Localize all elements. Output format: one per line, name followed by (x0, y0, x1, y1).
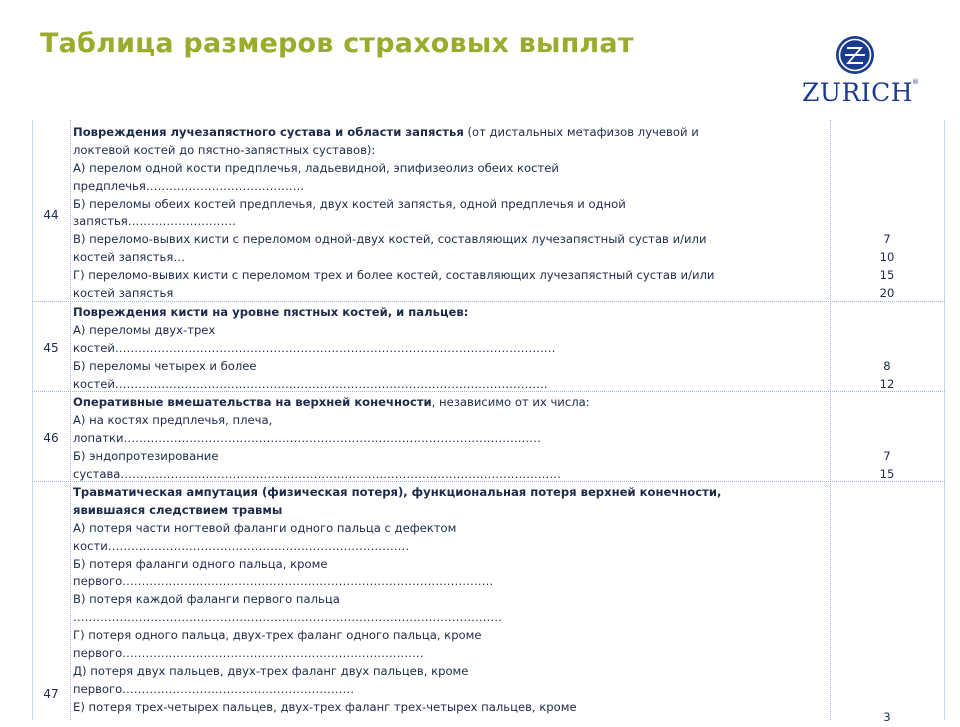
table-divider-number (70, 120, 71, 720)
row-description: Повреждения кисти на уровне пястных костей, и пальцев: А) переломы двух-трех костей…………………………………………………………………………………………………… Б) переломы четырех и более костей…………………………………………………………………………………………………. (73, 305, 556, 391)
zurich-z-icon (836, 36, 874, 74)
row-values: 7 10 15 20 (879, 232, 895, 301)
row-description: Оперативные вмешательства на верхней конечности, независимо от их числа: А) на костях предплечья, плеча, лопатки……………………………………………………………………………………………… Б) эндопротезирование сустава…………………………………………………………………………………………………… (73, 395, 590, 481)
page-title: Таблица размеров страховых выплат (40, 28, 634, 59)
row-number: 44 (43, 208, 59, 222)
row-values: 3 (883, 709, 891, 724)
row-values: 8 12 (879, 358, 895, 391)
row-values: 7 15 (879, 448, 895, 481)
row-description: Травматическая ампутация (физическая потеря), функциональная потеря верхней конечности, явившаяся следствием травмы А) потеря части ногтевой фаланги одного пальца с дефектом кости…………………………………………………………………… Б) потеря фаланги одного пальца, кроме первого…………………………………………………………………………………… В) потеря каждой фаланги первого пальца ………………………………………………………………………………………………… Г) потеря одного пальца, двух-трех фаланг одного пальца, кроме первого…………………………………………………………………… Д) потеря двух пальцев, двух-трех фаланг двух пальцев, кроме первого…………………………………………………… Е) потеря трех-четырех пальцев, двух-трех фаланг трех-четырех пальцев, кроме (73, 485, 722, 714)
zurich-logo (802, 36, 922, 110)
row-number: 45 (43, 341, 59, 355)
row-number: 46 (43, 431, 59, 445)
row-description: Повреждения лучезапястного сустава и области запястья (от дистальных метафизов лучевой и локтевой костей до пястно-запястных суставов): А) перелом одной кости предплечья, ладьевидной, эпифизеолиз обеих костей предплечья………………………………….. Б) переломы обеих костей предплечья, двух костей запястья, одной предплечья и одной запястья………………………. В) переломо-вывих кисти с переломом одной-двух костей, составляющих лучезапястный сустав и/или костей запястья… Г) переломо-вывих кисти с переломом трех и более костей, составляющих лучезапястный сустав и/или костей запястья (73, 125, 715, 301)
logo-wordmark: ZURICH (802, 78, 914, 107)
row-number: 47 (43, 687, 59, 701)
logo-registered-mark: ® (912, 78, 919, 86)
payout-table (32, 120, 945, 724)
table-border-right (944, 120, 945, 720)
